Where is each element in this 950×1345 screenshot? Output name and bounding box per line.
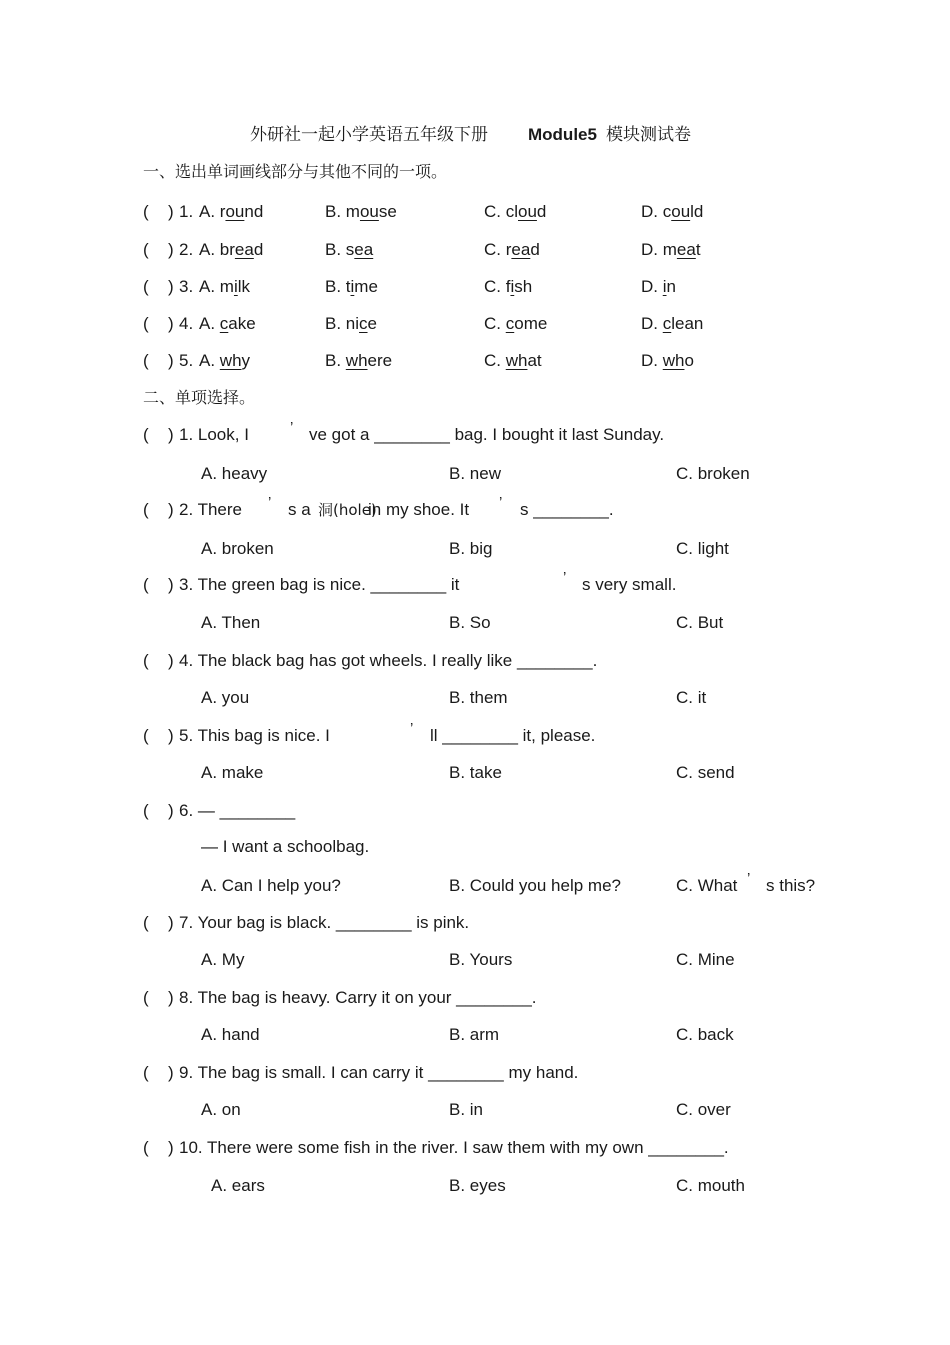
question-2-part-a: 2. There (179, 500, 243, 519)
question-6-option-c-end: s this? (766, 876, 816, 895)
answer-paren-open: ( (143, 651, 149, 670)
option-text: C. r (484, 240, 512, 259)
answer-paren-close: ) (168, 801, 174, 820)
answer-paren-close: ) (168, 913, 174, 932)
option-text: sh (514, 277, 533, 296)
phonics-option (325, 277, 378, 297)
apostrophe: ’ (410, 720, 414, 737)
question-4-text: 4. The black bag has got wheels. I really like ________. (179, 651, 598, 670)
option-text: A. r (199, 202, 226, 221)
option-text: D. m (641, 240, 677, 259)
phonics-option (199, 351, 250, 371)
option-text: at (527, 351, 542, 370)
question-6-option-c: C. What (676, 876, 738, 895)
question-5-part-b: ll ________ it, please. (430, 726, 596, 745)
phonics-option (484, 240, 540, 260)
answer-paren-open: ( (143, 988, 149, 1007)
question-3-part-b: s very small. (582, 575, 677, 594)
question-1-option-a: A. heavy (201, 464, 268, 483)
answer-paren-open: ( (143, 277, 149, 296)
underlined-letters: c (359, 314, 368, 333)
phonics-option (641, 277, 676, 297)
option-text: d (536, 202, 547, 221)
question-3-option-a: A. Then (201, 613, 261, 632)
option-text: D. (641, 314, 663, 333)
answer-paren-open: ( (143, 801, 149, 820)
question-9-option-b: B. in (449, 1100, 484, 1119)
item-number: 4. (179, 314, 194, 333)
phonics-option (325, 314, 377, 334)
option-text: o (684, 351, 694, 370)
phonics-option (325, 351, 392, 371)
phonics-option (199, 277, 250, 297)
phonics-option (641, 240, 701, 260)
underlined-letters: wh (505, 351, 528, 370)
underlined-letters: i (662, 277, 667, 296)
question-2-part-b: s a (288, 500, 311, 519)
question-2-option-c: C. light (676, 539, 729, 558)
question-9-option-c: C. over (676, 1100, 731, 1119)
title-suffix: 模块测试卷 (606, 125, 691, 145)
answer-paren-close: ) (168, 202, 174, 221)
answer-paren-close: ) (168, 425, 174, 444)
underlined-letters: c (219, 314, 229, 333)
answer-paren-close: ) (168, 314, 174, 333)
option-text: n (666, 277, 676, 296)
underlined-letters: ea (676, 240, 696, 259)
answer-paren-close: ) (168, 240, 174, 259)
apostrophe: ’ (563, 569, 567, 586)
option-text: B. m (325, 202, 360, 221)
option-text: lk (237, 277, 251, 296)
option-text: A. (199, 314, 220, 333)
question-7-option-a: A. My (201, 950, 245, 969)
apostrophe: ’ (268, 494, 272, 511)
answer-paren-open: ( (143, 202, 149, 221)
question-10-text: 10. There were some fish in the river. I saw them with my own ________. (179, 1138, 729, 1157)
question-2-option-b: B. big (449, 539, 493, 558)
question-4-option-a: A. you (201, 688, 250, 707)
option-text: y (241, 351, 251, 370)
title-module: Module5 (528, 125, 597, 144)
option-text: C. (484, 351, 506, 370)
option-text: me (354, 277, 378, 296)
phonics-option (641, 202, 703, 222)
answer-paren-close: ) (168, 1063, 174, 1082)
underlined-letters: ou (671, 202, 691, 221)
option-text: A. m (199, 277, 234, 296)
answer-paren-open: ( (143, 913, 149, 932)
underlined-letters: ea (354, 240, 374, 259)
question-2-part-d: in my shoe. It (368, 500, 470, 519)
option-text: A. (199, 351, 220, 370)
question-1-part-a: 1. Look, I (179, 425, 249, 444)
underlined-letters: wh (662, 351, 685, 370)
underlined-letters: ea (511, 240, 531, 259)
answer-paren-open: ( (143, 314, 149, 333)
question-6-option-a: A. Can I help you? (201, 876, 341, 895)
option-text: ere (367, 351, 393, 370)
question-4-option-c: C. it (676, 688, 707, 707)
answer-paren-open: ( (143, 351, 149, 370)
phonics-option (484, 277, 532, 297)
question-2-option-a: A. broken (201, 539, 274, 558)
question-9-text: 9. The bag is small. I can carry it ________ my hand. (179, 1063, 579, 1082)
answer-paren-open: ( (143, 1138, 149, 1157)
question-6-text: 6. — ________ (179, 801, 296, 820)
question-10-option-b: B. eyes (449, 1176, 506, 1195)
question-8-text: 8. The bag is heavy. Carry it on your ________. (179, 988, 537, 1007)
question-5-option-c: C. send (676, 763, 735, 782)
item-number: 2. (179, 240, 194, 259)
question-4-option-b: B. them (449, 688, 508, 707)
phonics-option (484, 202, 546, 222)
question-10-option-a: A. ears (211, 1176, 265, 1195)
option-text: B. t (325, 277, 351, 296)
question-10-option-c: C. mouth (676, 1176, 745, 1195)
option-text: ake (228, 314, 256, 333)
phonics-option (325, 202, 397, 222)
question-3-option-c: C. But (676, 613, 724, 632)
answer-paren-open: ( (143, 240, 149, 259)
phonics-option (199, 240, 263, 260)
answer-paren-open: ( (143, 575, 149, 594)
question-2-part-e: s ________. (520, 500, 614, 519)
option-text: D. c (641, 202, 672, 221)
phonics-option (641, 351, 694, 371)
option-text: C. f (484, 277, 511, 296)
underlined-letters: i (510, 277, 515, 296)
option-text: B. ni (325, 314, 360, 333)
question-6-reply: — I want a schoolbag. (201, 837, 370, 856)
phonics-option (199, 202, 263, 222)
title-cn: 外研社一起小学英语五年级下册 (250, 125, 488, 145)
option-text: D. (641, 351, 663, 370)
question-7-option-b: B. Yours (449, 950, 513, 969)
question-5-option-b: B. take (449, 763, 502, 782)
answer-paren-open: ( (143, 726, 149, 745)
phonics-option (325, 240, 373, 260)
question-7-option-c: C. Mine (676, 950, 735, 969)
question-7-text: 7. Your bag is black. ________ is pink. (179, 913, 470, 932)
answer-paren-open: ( (143, 425, 149, 444)
underlined-letters: ou (359, 202, 379, 221)
section2-heading: 二、单项选择。 (143, 388, 256, 407)
underlined-letters: ou (225, 202, 245, 221)
question-2-hint: 洞(hole) (318, 501, 377, 519)
option-text: d (253, 240, 264, 259)
underlined-letters: ou (518, 202, 537, 221)
answer-paren-open: ( (143, 500, 149, 519)
apostrophe: ’ (499, 494, 503, 511)
answer-paren-close: ) (168, 351, 174, 370)
option-text: D. (641, 277, 663, 296)
answer-paren-close: ) (168, 651, 174, 670)
apostrophe: ’ (290, 419, 294, 436)
section1-heading: 一、选出单词画线部分与其他不同的一项。 (143, 162, 448, 181)
question-9-option-a: A. on (201, 1100, 241, 1119)
option-text: ld (690, 202, 704, 221)
option-text: d (530, 240, 540, 259)
option-text: t (695, 240, 701, 259)
question-5-part-a: 5. This bag is nice. I (179, 726, 330, 745)
question-3-option-b: B. So (449, 613, 491, 632)
question-3-part-a: 3. The green bag is nice. ________ it (179, 575, 460, 594)
question-8-option-a: A. hand (201, 1025, 260, 1044)
question-1-option-c: C. broken (676, 464, 750, 483)
answer-paren-close: ) (168, 575, 174, 594)
phonics-option (484, 314, 547, 334)
answer-paren-close: ) (168, 988, 174, 1007)
underlined-letters: c (662, 314, 672, 333)
answer-paren-close: ) (168, 500, 174, 519)
question-8-option-c: C. back (676, 1025, 734, 1044)
option-text: A. br (199, 240, 235, 259)
underlined-letters: i (350, 277, 355, 296)
question-5-option-a: A. make (201, 763, 264, 782)
option-text: B. s (325, 240, 355, 259)
option-text: C. cl (484, 202, 518, 221)
answer-paren-close: ) (168, 726, 174, 745)
answer-paren-open: ( (143, 1063, 149, 1082)
option-text: ome (514, 314, 548, 333)
question-6-option-b: B. Could you help me? (449, 876, 621, 895)
underlined-letters: wh (219, 351, 242, 370)
item-number: 3. (179, 277, 194, 296)
phonics-option (199, 314, 256, 334)
option-text: se (378, 202, 397, 221)
item-number: 5. (179, 351, 194, 370)
option-text: nd (244, 202, 264, 221)
option-text: C. (484, 314, 506, 333)
phonics-option (641, 314, 703, 334)
item-number: 1. (179, 202, 194, 221)
apostrophe: ’ (747, 870, 751, 887)
underlined-letters: i (233, 277, 238, 296)
underlined-letters: wh (345, 351, 368, 370)
option-text: e (367, 314, 377, 333)
question-1-part-b: ve got a ________ bag. I bought it last Sunday. (309, 425, 665, 444)
underlined-letters: c (505, 314, 515, 333)
option-text: lean (671, 314, 704, 333)
phonics-option (484, 351, 542, 371)
answer-paren-close: ) (168, 1138, 174, 1157)
option-text: B. (325, 351, 346, 370)
underlined-letters: ea (234, 240, 254, 259)
answer-paren-close: ) (168, 277, 174, 296)
question-1-option-b: B. new (449, 464, 501, 483)
question-8-option-b: B. arm (449, 1025, 500, 1044)
